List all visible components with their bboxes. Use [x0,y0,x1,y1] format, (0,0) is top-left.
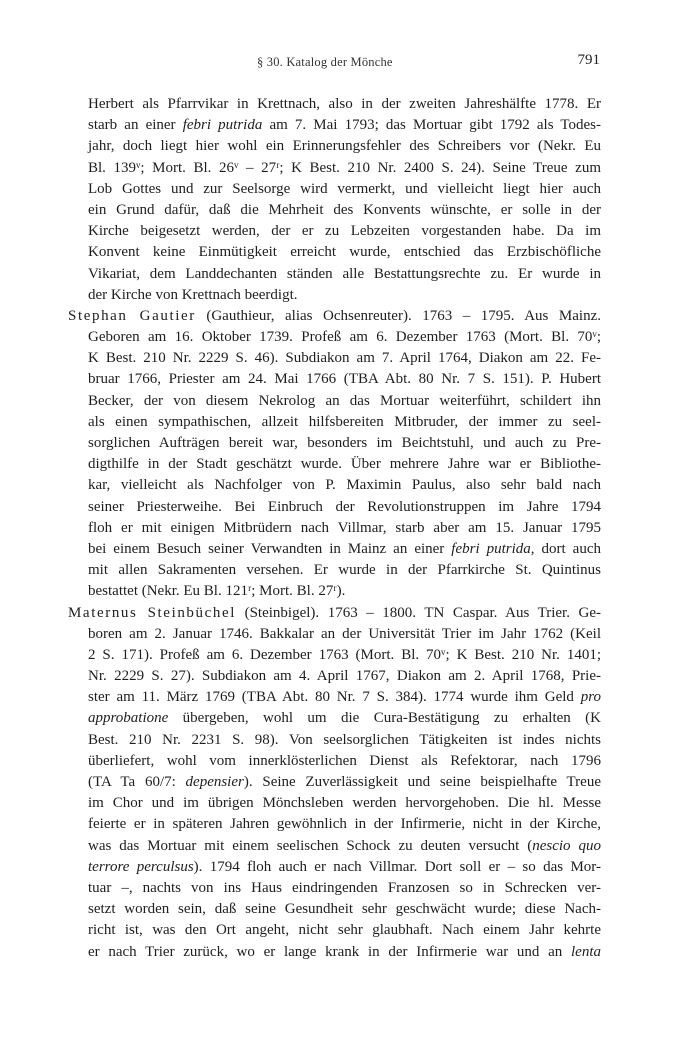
text-line: bestattet (Nekr. Eu Bl. 121ʳ; Mort. Bl. 27ʳ). [88,583,346,600]
text-line: floh er mit einigen Mitbrüdern nach Villmar, starb aber am 15. Januar 1795 [88,519,601,536]
text-line: ein Grund dafür, daß die Mehrheit des Konvents wünschte, er solle in der [88,201,601,218]
text-line: (TA Ta 60/7: depensier). Seine Zuverlässigkeit und seine beispielhafte Treue [88,774,601,790]
text-line: 2 S. 171). Profeß am 6. Dezember 1763 (Mort. Bl. 70ᵛ; K Best. 210 Nr. 1401; [88,646,601,663]
text-line: jahr, doch liegt hier wohl ein Erinnerungsfehler des Schreibers vor (Nekr. Eu [88,138,601,155]
text-line: K Best. 210 Nr. 2229 S. 46). Subdiakon am 7. April 1764, Diakon am 22. Fe- [88,350,601,367]
entry-herbert-continuation [68,94,601,306]
text-line: digthilfe in der Stadt geschätzt wurde. Über mehrere Jahre war er Bibliothe- [88,456,601,473]
text-line: was das Mortuar mit einem seelischen Schock zu deuten versucht (nescio quo [88,837,601,854]
text-line: im Chor und im übrigen Mönchsleben werden hervorgehoben. Die hl. Messe [88,795,601,812]
text-line: Maternus Steinbüchel (Steinbigel). 1763 – 1800. TN Caspar. Aus Trier. Ge- [68,604,601,621]
text-line: mit allen Sakramenten versehen. Er wurde in der Pfarrkirche St. Quintinus [88,562,601,579]
text-line: Vikariat, dem Landdechanten ständen alle Bestattungsrechte zu. Er wurde in [88,265,601,282]
running-head: § 30. Katalog der Mönche [257,55,393,69]
entry-name: Maternus Steinbüchel [68,604,237,621]
text-line: Lob Gottes und zur Seelsorge wird vermerkt, und vielleicht liegt hier auch [88,180,601,197]
text-line: richt ist, was den Ort angeht, nicht sehr glaubhaft. Nach einem Jahr kehrte [88,922,601,939]
text-line: starb an einer febri putrida am 7. Mai 1793; das Mortuar gibt 1792 als Todes- [88,117,601,134]
text-line: der Kirche von Krettnach beerdigt. [88,286,298,303]
text-line: bei einem Besuch seiner Verwandten in Mainz an einer febri putrida, dort auch [88,540,601,557]
entry-name: Stephan Gautier [68,307,196,324]
entry-maternus-steinbuechel [68,603,601,963]
text-line: boren am 2. Januar 1746. Bakkalar an der Universität Trier im Jahr 1762 (Keil [88,625,601,642]
text-line: Kirche beigesetzt werden, der er zu Lebzeiten vorgestanden habe. Da im [88,223,601,240]
text-line: ster am 11. März 1769 (TBA Abt. 80 Nr. 7 S. 384). 1774 wurde ihm Geld pro [88,689,601,706]
text-line: terrore perculsus). 1794 floh auch er nach Villmar. Dort soll er – so das Mor- [88,858,601,875]
entry-stephan-gautier [68,306,601,603]
text-line: bruar 1766, Priester am 24. Mai 1766 (TBA Abt. 80 Nr. 7 S. 151). P. Hubert [88,371,601,388]
text-line: als einen sympathischen, allzeit hilfsbereiten Mitbruder, der immer zu seel- [88,413,601,430]
page-header [0,52,700,72]
text-line: seiner Priesterweihe. Bei Einbruch der Revolutionstruppen im Jahre 1794 [88,498,601,515]
text-line: Geboren am 16. Oktober 1739. Profeß am 6. Dezember 1763 (Mort. Bl. 70ᵛ; [88,329,601,346]
text-line: überliefert, wohl vom innerklösterlichen Dienst als Refektorar, nach 1796 [88,752,601,769]
text-line: Stephan Gautier (Gauthieur, alias Ochsenreuter). 1763 – 1795. Aus Mainz. [68,307,601,324]
text-line: er nach Trier zurück, wo er lange krank in der Infirmerie war und an lenta [88,943,601,960]
text-line: approbatione übergeben, wohl um die Cura-Bestätigung zu erhalten (K [88,710,601,727]
text-line: kar, vielleicht als Nachfolger von P. Maximin Paulus, also sehr bald nach [88,477,601,494]
text-line: Bl. 139ᵛ; Mort. Bl. 26ᵛ – 27ʳ; K Best. 210 Nr. 2400 S. 24). Seine Treue zum [88,159,601,176]
text-line: Herbert als Pfarrvikar in Krettnach, also in der zweiten Jahreshälfte 1778. Er [88,96,601,112]
text-line: sorglichen Aufträgen bereit war, besonders im Beichtstuhl, und auch zu Pre- [88,435,601,451]
text-line: setzt worden sein, daß seine Gesundheit sehr geschwächt wurde; diese Nach- [88,901,601,918]
page-body [68,94,601,963]
text-line: Konvent keine Einmütigkeit erreicht wurde, entschied das Erzbischöfliche [88,244,601,261]
text-line: Becker, der von diesem Nekrolog an das Mortuar weiterführt, schildert ihn [88,392,601,409]
text-line: feierte er in späteren Jahren gewöhnlich in der Infirmerie, nicht in der Kirche, [88,816,601,833]
text-line: Best. 210 Nr. 2231 S. 98). Von seelsorglichen Tätigkeiten ist indes nichts [88,731,601,748]
text-line: Nr. 2229 S. 27). Subdiakon am 4. April 1767, Diakon am 2. April 1768, Prie- [88,668,601,685]
page-number: 791 [577,52,600,68]
text-line: tuar –, nachts von ins Haus eindringenden Franzosen so in Schrecken ver- [88,879,601,896]
